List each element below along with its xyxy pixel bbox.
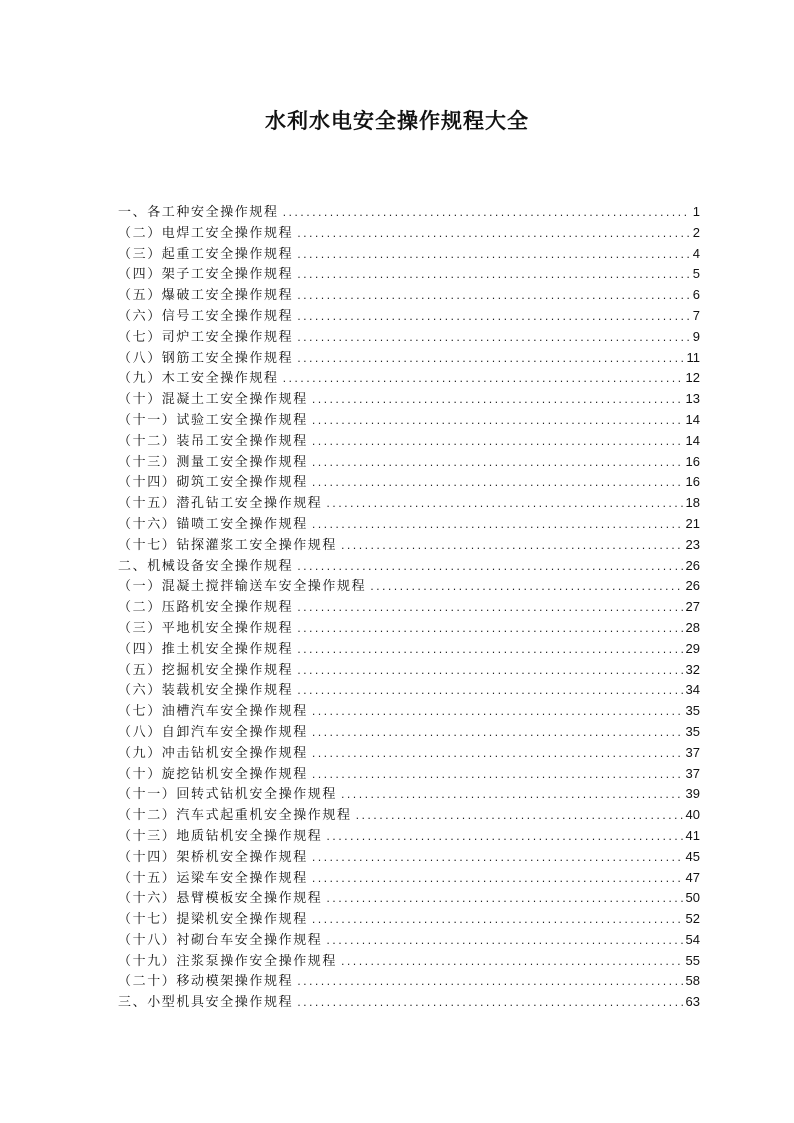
- toc-dot-leader: [312, 473, 683, 494]
- toc-entry-label: （八）钢筋工安全操作规程: [118, 350, 294, 366]
- toc-entry-label: （十一）回转式钻机安全操作规程: [118, 787, 338, 803]
- toc-entry[interactable]: [118, 660, 700, 681]
- toc-entry-page-number: 37: [685, 765, 700, 781]
- toc-dot-leader: [297, 245, 690, 266]
- toc-entry-label: （九）冲击钻机安全操作规程: [118, 745, 308, 761]
- toc-entry-label: （二十）移动模架操作规程: [118, 974, 294, 990]
- toc-entry-page-number: 13: [685, 391, 700, 407]
- toc-entry[interactable]: [118, 306, 700, 327]
- toc-entry-page-number: 39: [685, 786, 700, 802]
- toc-entry-label: （五）挖掘机安全操作规程: [118, 662, 294, 678]
- toc-entry-page-number: 35: [685, 723, 700, 739]
- toc-entry-page-number: 9: [692, 328, 700, 344]
- toc-entry-label: （十五）潜孔钻工安全操作规程: [118, 496, 323, 512]
- toc-dot-leader: [312, 765, 683, 786]
- toc-entry-page-number: 14: [685, 432, 700, 448]
- toc-entry-label: （四）架子工安全操作规程: [118, 267, 294, 283]
- toc-entry-page-number: 29: [685, 640, 700, 656]
- toc-entry[interactable]: [118, 264, 700, 285]
- toc-entry-label: （五）爆破工安全操作规程: [118, 288, 294, 304]
- toc-entry[interactable]: [118, 368, 700, 389]
- toc-entry-page-number: 23: [685, 536, 700, 552]
- toc-entry-page-number: 37: [685, 744, 700, 760]
- toc-entry-label: （三）平地机安全操作规程: [118, 620, 294, 636]
- toc-dot-leader: [297, 557, 682, 578]
- document-title: 水利水电安全操作规程大全: [265, 108, 529, 133]
- toc-entry-page-number: 28: [685, 619, 700, 635]
- toc-entry-label: （十四）架桥机安全操作规程: [118, 849, 308, 865]
- toc-entry-page-number: 26: [685, 557, 700, 573]
- toc-entry-label: （十二）汽车式起重机安全操作规程: [118, 808, 352, 824]
- toc-entry-label: （三）起重工安全操作规程: [118, 246, 294, 262]
- toc-entry-label: （十八）衬砌台车安全操作规程: [118, 932, 323, 948]
- toc-dot-leader: [312, 744, 683, 765]
- toc-dot-leader: [326, 827, 682, 848]
- toc-entry[interactable]: [118, 618, 700, 639]
- toc-entry[interactable]: [118, 244, 700, 265]
- toc-entry-label: （十九）注浆泵操作安全操作规程: [118, 953, 338, 969]
- toc-entry[interactable]: [118, 971, 700, 992]
- toc-entry-label: （八）自卸汽车安全操作规程: [118, 724, 308, 740]
- toc-entry-label: （十）旋挖钻机安全操作规程: [118, 766, 308, 782]
- toc-entry-label: 二、机械设备安全操作规程: [118, 558, 294, 574]
- toc-dot-leader: [312, 515, 683, 536]
- toc-entry[interactable]: [118, 389, 700, 410]
- toc-entry-label: （十三）地质钻机安全操作规程: [118, 828, 323, 844]
- toc-dot-leader: [297, 661, 682, 682]
- toc-entry-label: （十二）装吊工安全操作规程: [118, 433, 308, 449]
- toc-dot-leader: [297, 307, 690, 328]
- toc-entry-label: （十七）提梁机安全操作规程: [118, 912, 308, 928]
- toc-entry[interactable]: [118, 285, 700, 306]
- toc-entry-page-number: 34: [685, 682, 700, 698]
- toc-entry-label: （二）压路机安全操作规程: [118, 600, 294, 616]
- toc-dot-leader: [297, 972, 682, 993]
- toc-dot-leader: [312, 432, 683, 453]
- toc-dot-leader: [312, 848, 683, 869]
- toc-dot-leader: [341, 952, 683, 973]
- toc-entry[interactable]: [118, 805, 700, 826]
- toc-dot-leader: [283, 203, 690, 224]
- toc-entry-label: （二）电焊工安全操作规程: [118, 225, 294, 241]
- toc-dot-leader: [297, 224, 690, 245]
- toc-entry-page-number: 7: [692, 307, 700, 323]
- toc-entry[interactable]: [118, 764, 700, 785]
- toc-entry-label: （十五）运梁车安全操作规程: [118, 870, 308, 886]
- toc-entry-page-number: 4: [692, 245, 700, 261]
- toc-entry-label: （十六）锚喷工安全操作规程: [118, 516, 308, 532]
- toc-entry-page-number: 41: [685, 827, 700, 843]
- toc-entry-page-number: 16: [685, 453, 700, 469]
- toc-entry[interactable]: [118, 348, 700, 369]
- toc-dot-leader: [283, 369, 683, 390]
- toc-dot-leader: [370, 577, 682, 598]
- toc-entry[interactable]: [118, 992, 700, 1013]
- toc-entry-page-number: 54: [685, 931, 700, 947]
- toc-entry-label: （十四）砌筑工安全操作规程: [118, 475, 308, 491]
- toc-entry-label: （十六）悬臂模板安全操作规程: [118, 891, 323, 907]
- toc-dot-leader: [326, 494, 682, 515]
- toc-dot-leader: [297, 993, 682, 1014]
- toc-entry-page-number: 40: [685, 807, 700, 823]
- toc-dot-leader: [297, 598, 682, 619]
- toc-entry[interactable]: [118, 951, 700, 972]
- toc-dot-leader: [297, 349, 683, 370]
- toc-dot-leader: [312, 910, 683, 931]
- toc-dot-leader: [326, 889, 682, 910]
- toc-entry-page-number: 16: [685, 474, 700, 490]
- toc-entry[interactable]: [118, 888, 700, 909]
- toc-entry-label: （四）推土机安全操作规程: [118, 641, 294, 657]
- toc-entry-page-number: 35: [685, 703, 700, 719]
- toc-dot-leader: [297, 681, 682, 702]
- toc-entry[interactable]: [118, 847, 700, 868]
- toc-entry-page-number: 27: [685, 599, 700, 615]
- toc-entry-label: （七）油槽汽车安全操作规程: [118, 704, 308, 720]
- toc-dot-leader: [297, 619, 682, 640]
- toc-entry[interactable]: [118, 410, 700, 431]
- toc-entry-label: （一）混凝土搅拌输送车安全操作规程: [118, 579, 367, 595]
- toc-entry[interactable]: [118, 597, 700, 618]
- toc-dot-leader: [312, 453, 683, 474]
- toc-entry-label: 一、各工种安全操作规程: [118, 205, 279, 220]
- toc-entry-page-number: 11: [686, 349, 700, 365]
- toc-entry-label: （十三）测量工安全操作规程: [118, 454, 308, 470]
- toc-entry-page-number: 47: [685, 869, 700, 885]
- toc-entry-page-number: 45: [685, 848, 700, 864]
- toc-entry-page-number: 52: [685, 911, 700, 927]
- toc-entry[interactable]: [118, 743, 700, 764]
- toc-entry[interactable]: [118, 514, 700, 535]
- toc-entry[interactable]: [118, 868, 700, 889]
- toc-entry-page-number: 18: [685, 495, 700, 511]
- toc-dot-leader: [356, 806, 683, 827]
- toc-entry-page-number: 50: [685, 890, 700, 906]
- toc-entry-label: 三、小型机具安全操作规程: [118, 995, 294, 1011]
- table-of-contents: [118, 202, 700, 1013]
- toc-dot-leader: [312, 702, 683, 723]
- toc-dot-leader: [312, 723, 683, 744]
- toc-dot-leader: [297, 265, 690, 286]
- toc-dot-leader: [341, 785, 683, 806]
- toc-entry-label: （六）装载机安全操作规程: [118, 683, 294, 699]
- toc-entry[interactable]: [118, 472, 700, 493]
- toc-entry-label: （十一）试验工安全操作规程: [118, 412, 308, 428]
- toc-entry-page-number: 63: [685, 994, 700, 1010]
- toc-entry[interactable]: [118, 556, 700, 577]
- toc-entry[interactable]: [118, 680, 700, 701]
- toc-entry[interactable]: [118, 493, 700, 514]
- toc-dot-leader: [326, 931, 682, 952]
- toc-entry[interactable]: [118, 223, 700, 244]
- toc-entry-label: （十）混凝土工安全操作规程: [118, 392, 308, 408]
- toc-entry[interactable]: [118, 452, 700, 473]
- toc-entry[interactable]: [118, 639, 700, 660]
- toc-entry-page-number: 1: [692, 204, 700, 219]
- toc-entry[interactable]: [118, 701, 700, 722]
- toc-entry-page-number: 5: [692, 266, 700, 282]
- toc-entry[interactable]: [118, 202, 700, 223]
- toc-entry-page-number: 55: [685, 952, 700, 968]
- toc-entry[interactable]: [118, 431, 700, 452]
- toc-entry-page-number: 58: [685, 973, 700, 989]
- toc-dot-leader: [312, 869, 683, 890]
- toc-dot-leader: [297, 640, 682, 661]
- toc-entry[interactable]: [118, 826, 700, 847]
- toc-dot-leader: [312, 390, 683, 411]
- toc-entry-page-number: 14: [685, 411, 700, 427]
- toc-entry[interactable]: [118, 576, 700, 597]
- toc-entry-page-number: 32: [685, 661, 700, 677]
- toc-entry-label: （七）司炉工安全操作规程: [118, 329, 294, 345]
- toc-entry-label: （九）木工安全操作规程: [118, 371, 279, 387]
- toc-entry[interactable]: [118, 327, 700, 348]
- toc-dot-leader: [341, 536, 683, 557]
- toc-entry[interactable]: [118, 784, 700, 805]
- toc-entry-page-number: 2: [692, 224, 700, 240]
- toc-entry[interactable]: [118, 909, 700, 930]
- toc-entry[interactable]: [118, 722, 700, 743]
- toc-entry-page-number: 21: [685, 515, 700, 531]
- toc-entry[interactable]: [118, 535, 700, 556]
- toc-entry[interactable]: [118, 930, 700, 951]
- toc-entry-label: （六）信号工安全操作规程: [118, 308, 294, 324]
- toc-entry-page-number: 26: [685, 578, 700, 594]
- toc-dot-leader: [312, 411, 683, 432]
- toc-entry-page-number: 12: [685, 370, 700, 386]
- toc-entry-page-number: 6: [692, 287, 700, 303]
- toc-entry-label: （十七）钻探灌浆工安全操作规程: [118, 537, 338, 553]
- toc-dot-leader: [297, 286, 690, 307]
- toc-dot-leader: [297, 328, 690, 349]
